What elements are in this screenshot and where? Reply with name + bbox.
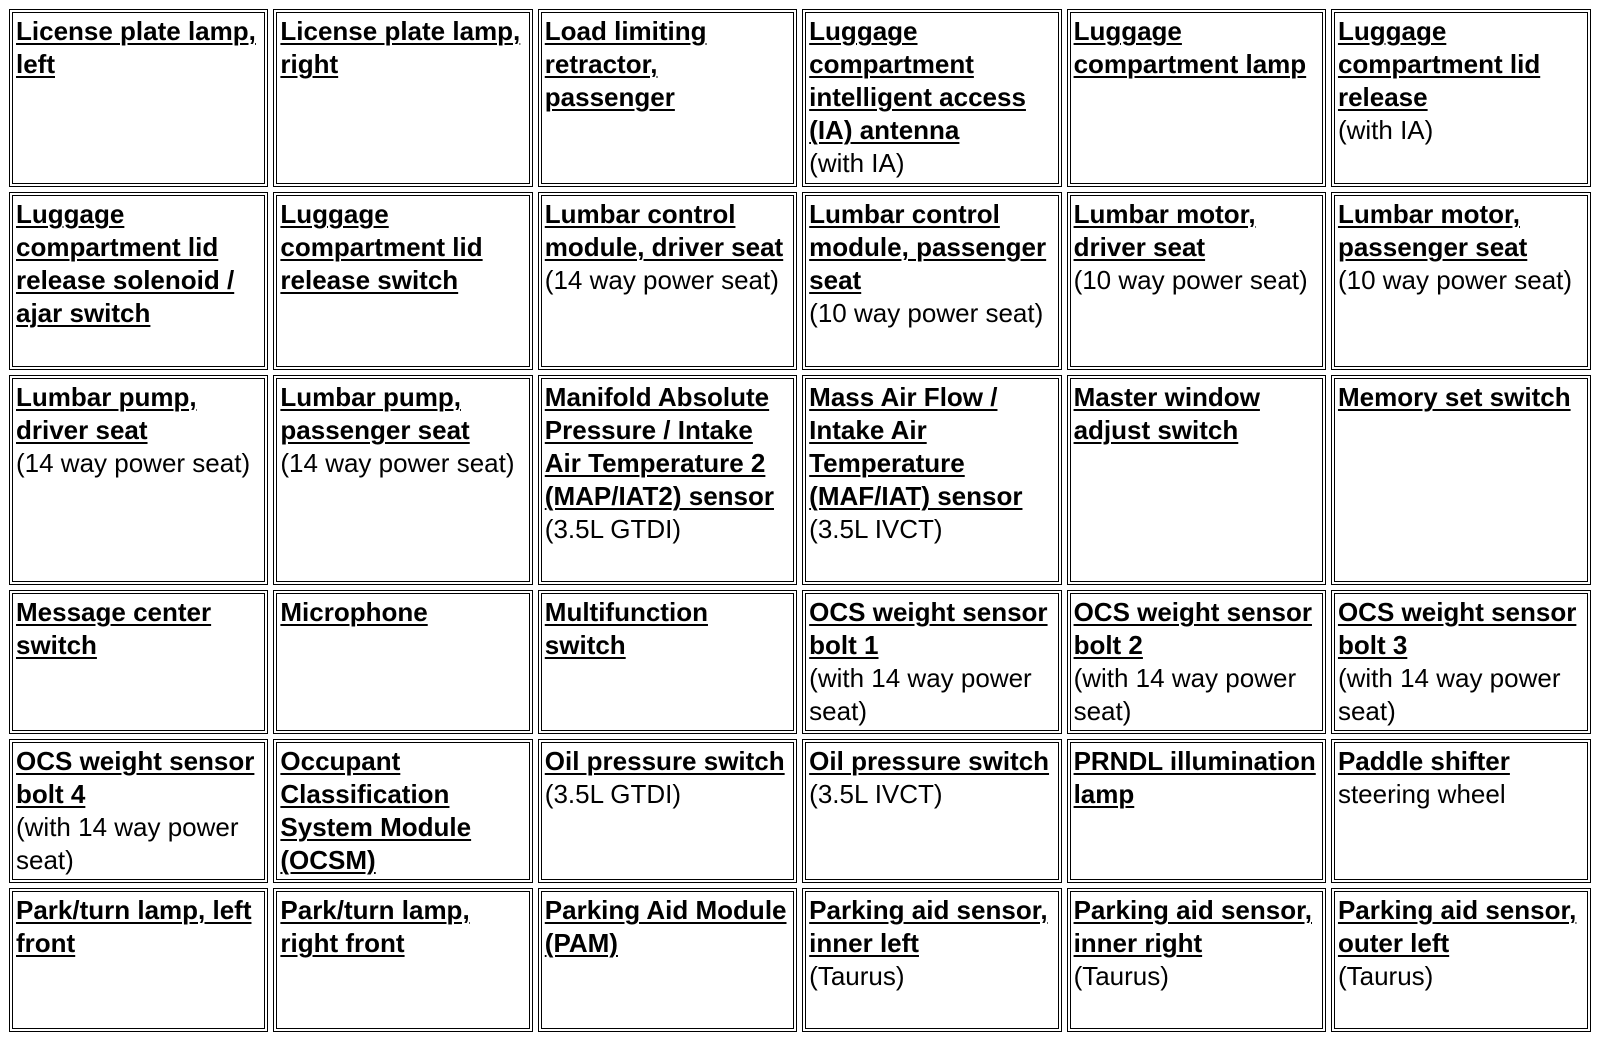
component-link[interactable]: Park/turn lamp, left front <box>16 895 252 958</box>
component-note: (Taurus) <box>1337 961 1434 991</box>
table-cell <box>9 739 268 883</box>
component-link[interactable]: Lumbar motor, passenger seat <box>1337 199 1528 262</box>
component-link[interactable]: Parking aid sensor, inner left <box>809 895 1048 958</box>
component-link[interactable]: Load limiting retractor, passenger <box>544 16 707 112</box>
component-link[interactable]: Oil pressure switch <box>544 746 785 776</box>
component-link[interactable]: OCS weight sensor bolt 4 <box>16 746 255 809</box>
table-cell <box>9 888 268 1032</box>
component-note: (3.5L IVCT) <box>809 779 943 809</box>
component-note: (3.5L GTDI) <box>544 779 682 809</box>
table-cell <box>1331 888 1591 1032</box>
component-note: (3.5L IVCT) <box>809 514 943 544</box>
table-cell <box>1067 888 1326 1032</box>
table-row <box>9 888 1591 1032</box>
component-index-table <box>4 4 1596 1037</box>
table-cell <box>1067 590 1326 734</box>
component-link[interactable]: Lumbar control module, driver seat <box>544 199 784 262</box>
component-link[interactable]: Luggage compartment lid release <box>1337 16 1541 112</box>
table-cell <box>538 9 797 187</box>
component-note: (10 way power seat) <box>1073 265 1308 295</box>
table-cell <box>538 192 797 370</box>
component-note: (with 14 way power seat) <box>1337 663 1561 726</box>
component-note: (Taurus) <box>1073 961 1169 991</box>
table-cell <box>802 590 1061 734</box>
table-cell <box>1067 739 1326 883</box>
table-row <box>9 9 1591 187</box>
component-link[interactable]: Occupant Classification System Module (OCSM) <box>280 746 472 875</box>
table-cell <box>1331 192 1591 370</box>
table-cell <box>1067 192 1326 370</box>
component-link[interactable]: OCS weight sensor bolt 2 <box>1073 597 1312 660</box>
table-row <box>9 739 1591 883</box>
component-note: (14 way power seat) <box>544 265 779 295</box>
table-cell <box>802 888 1061 1032</box>
component-link[interactable]: Message center switch <box>16 597 212 660</box>
component-link[interactable]: Microphone <box>280 597 428 627</box>
table-cell <box>538 739 797 883</box>
component-link[interactable]: Mass Air Flow / Intake Air Temperature (MAF/IAT) sensor <box>809 382 1023 511</box>
table-cell <box>1331 9 1591 187</box>
component-note: (with 14 way power seat) <box>1073 663 1297 726</box>
component-link[interactable]: PRNDL illumination lamp <box>1073 746 1316 809</box>
component-note: (Taurus) <box>809 961 905 991</box>
component-note: (with 14 way power seat) <box>809 663 1032 726</box>
table-cell <box>1067 9 1326 187</box>
table-cell <box>802 192 1061 370</box>
component-link[interactable]: Paddle shifter <box>1337 746 1510 776</box>
component-note: (10 way power seat) <box>809 298 1044 328</box>
table-cell <box>9 590 268 734</box>
component-note: steering wheel <box>1337 779 1506 809</box>
component-link[interactable]: Manifold Absolute Pressure / Intake Air Temperature 2 (MAP/IAT2) sensor <box>544 382 774 511</box>
table-cell <box>802 375 1061 585</box>
component-link[interactable]: Parking aid sensor, inner right <box>1073 895 1312 958</box>
component-link[interactable]: Lumbar pump, passenger seat <box>280 382 470 445</box>
component-link[interactable]: Luggage compartment lid release switch <box>280 199 483 295</box>
table-cell <box>9 9 268 187</box>
component-link[interactable]: Luggage compartment lamp <box>1073 16 1307 79</box>
component-link[interactable]: Parking aid sensor, outer left <box>1337 895 1577 958</box>
component-note: (3.5L GTDI) <box>544 514 682 544</box>
component-link[interactable]: Parking Aid Module (PAM) <box>544 895 787 958</box>
table-cell <box>538 375 797 585</box>
component-note: (with IA) <box>1337 115 1434 145</box>
table-cell <box>1067 375 1326 585</box>
component-note: (with IA) <box>809 148 905 178</box>
component-link[interactable]: OCS weight sensor bolt 3 <box>1337 597 1577 660</box>
component-link[interactable]: Oil pressure switch <box>809 746 1050 776</box>
component-link[interactable]: Lumbar pump, driver seat <box>16 382 197 445</box>
component-link[interactable]: Park/turn lamp, right front <box>280 895 470 958</box>
table-cell <box>9 375 268 585</box>
table-row <box>9 590 1591 734</box>
component-link[interactable]: License plate lamp, right <box>280 16 521 79</box>
table-cell <box>9 192 268 370</box>
table-cell <box>273 375 532 585</box>
table-row <box>9 192 1591 370</box>
table-cell <box>273 9 532 187</box>
table-cell <box>538 590 797 734</box>
component-link[interactable]: Master window adjust switch <box>1073 382 1260 445</box>
table-cell <box>273 739 532 883</box>
table-cell <box>1331 739 1591 883</box>
component-link[interactable]: Memory set switch <box>1337 382 1571 412</box>
component-note: (14 way power seat) <box>280 448 515 478</box>
component-link[interactable]: Multifunction switch <box>544 597 708 660</box>
component-link[interactable]: Luggage compartment intelligent access (IA) antenna <box>809 16 1026 145</box>
component-note: (with 14 way power seat) <box>16 812 239 875</box>
table-cell <box>802 739 1061 883</box>
component-note: (14 way power seat) <box>16 448 251 478</box>
table-cell <box>1331 375 1591 585</box>
component-link[interactable]: OCS weight sensor bolt 1 <box>809 597 1048 660</box>
component-link[interactable]: Lumbar control module, passenger seat <box>809 199 1047 295</box>
component-link[interactable]: License plate lamp, left <box>16 16 256 79</box>
table-cell <box>273 192 532 370</box>
table-row <box>9 375 1591 585</box>
table-cell <box>273 888 532 1032</box>
table-cell <box>1331 590 1591 734</box>
table-cell <box>273 590 532 734</box>
component-note: (10 way power seat) <box>1337 265 1573 295</box>
component-link[interactable]: Lumbar motor, driver seat <box>1073 199 1256 262</box>
table-cell <box>802 9 1061 187</box>
table-cell <box>538 888 797 1032</box>
component-link[interactable]: Luggage compartment lid release solenoid / ajar switch <box>16 199 235 328</box>
